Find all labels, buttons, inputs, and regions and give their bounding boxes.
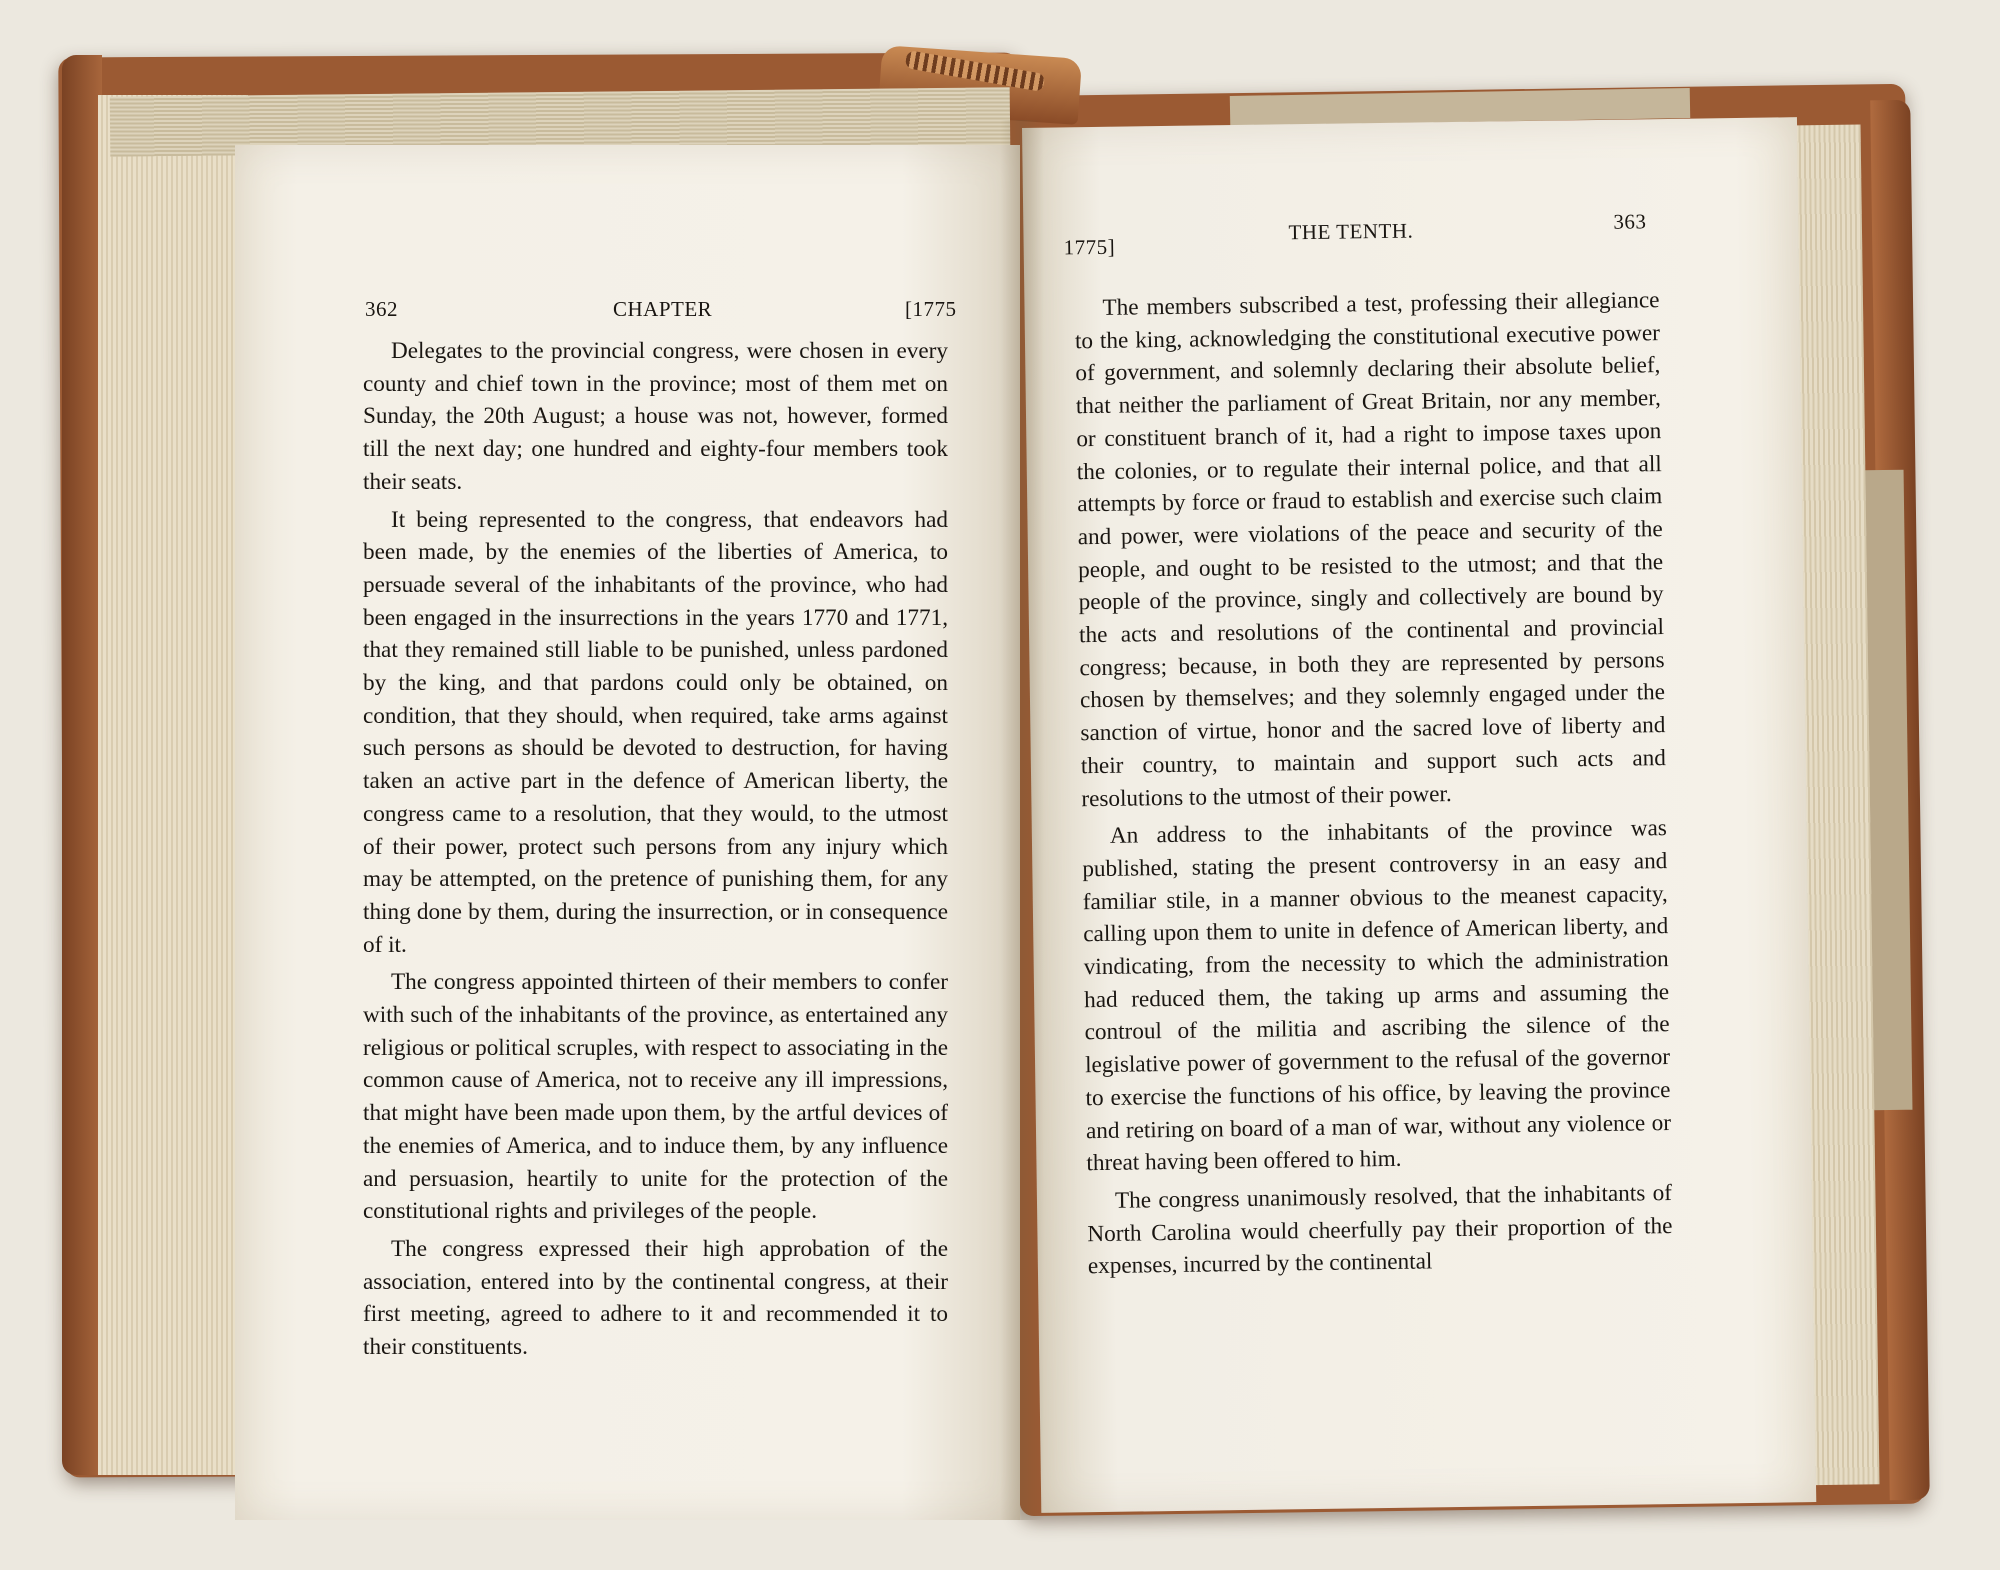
right-page — [1022, 117, 1816, 1513]
right-year-marker: 1775] — [1063, 234, 1116, 260]
left-page-number: 362 — [365, 297, 398, 321]
left-running-head: CHAPTER — [613, 297, 713, 321]
left-cover-edge — [62, 55, 102, 1475]
left-page-block-edge — [98, 95, 248, 1475]
paragraph: Delegates to the provincial congress, were chosen in every county and chief town in the province; most of them met on Sunday, the 20th August; a house was not, however, formed till the next day; one hundred and eighty-four members took their seats. — [363, 338, 948, 495]
paragraph: The congress appointed thirteen of their members to confer with such of the inhabitants of the province, as entertained any religious or political scruples, with respect to associating in the common cause of America, not to receive any ill impressions, that might have been made upon them, by the artful devices of the enemies of America, and to induce them, by any influence and persuasion, heartily to unite for the protection of the constitutional rights and privileges of the people. — [363, 969, 948, 1225]
paragraph: The congress unanimously resolved, that the inhabitants of North Carolina would cheerfully pay their proportion of the expenses, incurred by the continental — [1087, 1180, 1673, 1280]
left-page-header — [235, 297, 1020, 337]
paragraph: It being represented to the congress, that endeavors had been made, by the enemies of the liberties of America, to persuade several of the inhabitants of the province, who had been engaged in the insurrections in the years 1770 and 1771, that they remained still liable to be punished, unless pardoned by the king, and that pardons could only be obtained, on condition, that they should, when required, take arms against such persons as should be devoted to destruction, for having taken an active part in the defence of American liberty, the congress came to a resolution, that they would, to the utmost of their power, protect such persons from any injury which may be attempted, on the pretence of punishing them, for any thing done by them, during the insurrection, or in consequence of it. — [363, 506, 948, 958]
paragraph: The congress expressed their high approbation of the association, entered into by the continental congress, at their first meeting, agreed to adhere to it and recommended it to their constituents. — [363, 1235, 948, 1361]
gutter-shadow — [1000, 120, 1044, 1520]
paragraph: An address to the inhabitants of the province was published, stating the present controversy in an easy and familiar stile, in a manner obvious to the meanest capacity, calling upon them to unite in defence of American liberty, and vindicating, from the necessity to which the administration had reduced them, the taking up arms and assuming the controul of the militia and ascribing the silence of the legislative power of government to the refusal of the governor to exercise the functions of his office, by leaving the province and retiring on board of a man of war, without any violence or threat having been offered to him. — [1082, 815, 1672, 1177]
right-page-body — [1074, 284, 1673, 1288]
right-page-number: 363 — [1613, 209, 1647, 234]
right-running-head: THE TENTH. — [1288, 218, 1414, 245]
left-page — [235, 145, 1020, 1520]
right-page-header — [1023, 209, 1798, 264]
left-year-marker: [1775 — [905, 297, 957, 321]
left-page-body — [363, 335, 948, 1369]
paragraph: The members subscribed a test, professing their allegiance to the king, acknowledging the constitutional executive power of government, and solemnly declaring their absolute belief, that neither the parliament of Great Britain, nor any member, or constituent branch of it, had a right to impose taxes upon the colonies, or to regulate their internal police, and that all attempts by force or fraud to establish and exercise such claim and power, were violations of the peace and security of the people, and ought to be resisted to the utmost; and that the people of the province, singly and collectively are bound by the acts and resolutions of the continental and provincial congress; because, in both they are represented by persons chosen by themselves; and they solemnly engaged under the sanction of virtue, honor and the sacred love of liberty and their country, to maintain and support such acts and resolutions to the utmost of their power. — [1074, 287, 1667, 812]
